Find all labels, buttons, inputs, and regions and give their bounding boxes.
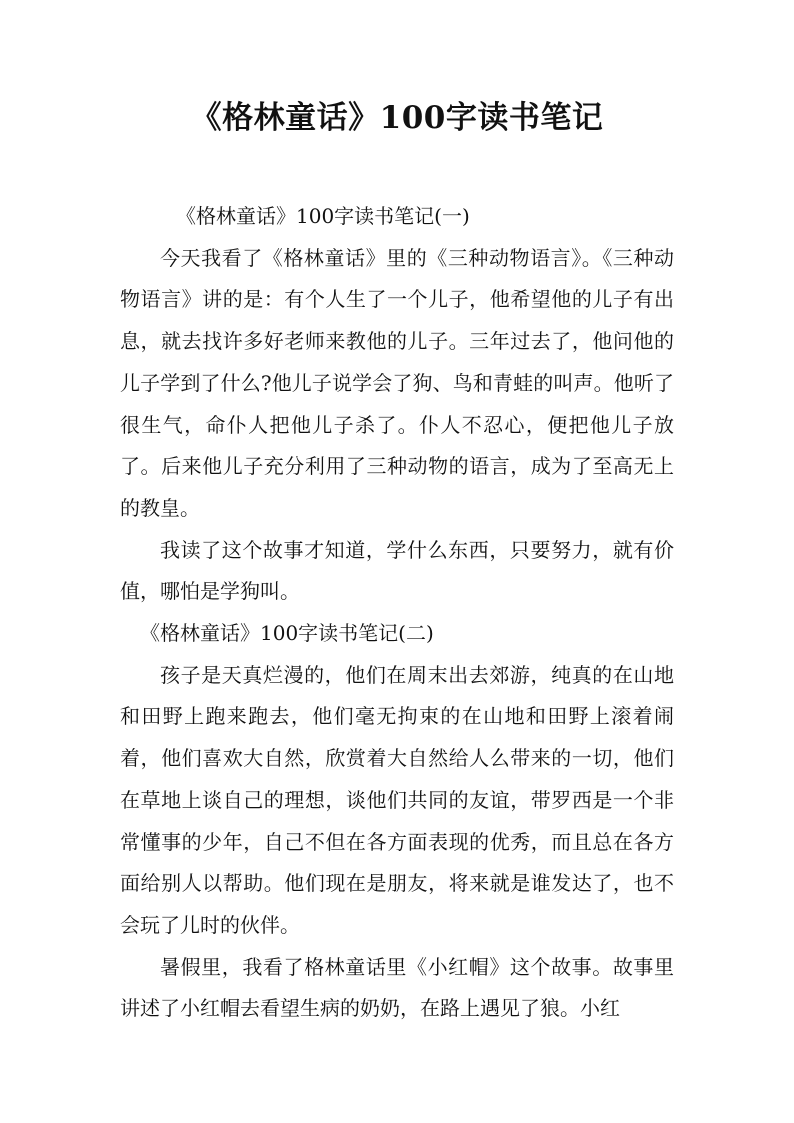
paragraph: 孩子是天真烂漫的，他们在周末出去郊游，纯真的在山地和田野上跑来跑去，他们毫无拘束的在山地和田野上滚着闹着，他们喜欢大自然，欣赏着大自然给人么带来的一切，他们在草地上谈自己的理想，谈他们共同的友谊，带罗西是一个非常懂事的少年，自己不但在各方面表现的优秀，而且总在各方面给别人以帮助。他们现在是朋友，将来就是谁发达了，也不会玩了儿时的伙伴。	[120, 662, 674, 937]
section-heading: 《格林童话》100字读书笔记(二)	[140, 621, 434, 646]
document-title: 《格林童话》100字读书笔记	[190, 100, 604, 136]
section-1	[120, 196, 674, 613]
section-2	[120, 613, 674, 1030]
paragraph: 今天我看了《格林童话》里的《三种动物语言》。《三种动物语言》讲的是：有个人生了一个儿子，他希望他的儿子有出息，就去找许多好老师来教他的儿子。三年过去了，他问他的儿子学到了什么?他儿子说学会了狗、鸟和青蛙的叫声。他听了很生气，命仆人把他儿子杀了。仆人不忍心，便把他儿子放了。后来他儿子充分利用了三种动物的语言，成为了至高无上的教皇。	[120, 245, 674, 520]
paragraph: 暑假里，我看了格林童话里《小红帽》这个故事。故事里讲述了小红帽去看望生病的奶奶，在路上遇见了狼。小红	[120, 954, 674, 1021]
document-body	[120, 196, 674, 1030]
section-heading: 《格林童话》100字读书笔记(一)	[176, 204, 470, 228]
paragraph: 我读了这个故事才知道，学什么东西，只要努力，就有价值，哪怕是学狗叫。	[120, 537, 674, 604]
